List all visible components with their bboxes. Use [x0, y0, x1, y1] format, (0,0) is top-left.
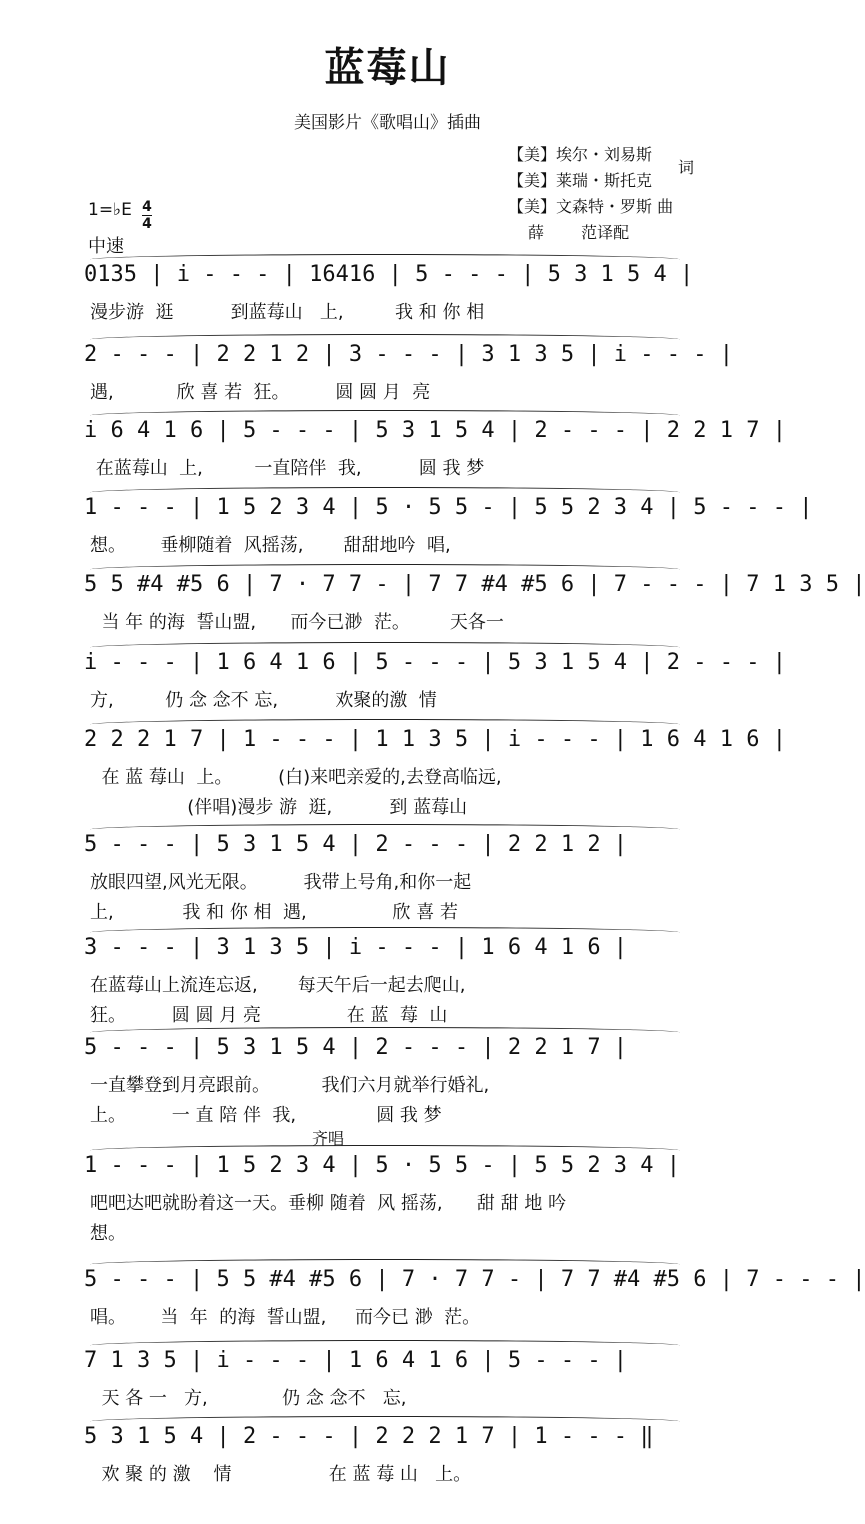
lyric-line: 狂。 圆 圆 月 亮 在 蓝 莓 山	[90, 1005, 448, 1026]
time-signature-top: 4	[142, 199, 152, 215]
note-line: 5 3 1 5 4 | 2 - - - | 2 2 2 1 7 | 1 - - - ‖	[84, 1424, 654, 1449]
lyric-line: 天 各 一 方, 仍 念 念不 忘,	[90, 1388, 407, 1409]
time-signature	[142, 200, 152, 231]
lyric-line: (伴唱)漫步 游 逛, 到 蓝莓山	[90, 797, 468, 818]
lyric-line: 漫步游 逛 到蓝莓山 上, 我 和 你 相	[90, 302, 485, 323]
note-line: 5 - - - | 5 3 1 5 4 | 2 - - - | 2 2 1 7 |	[84, 1035, 628, 1060]
lyric-line: 在蓝莓山 上, 一直陪伴 我, 圆 我 梦	[90, 458, 485, 479]
lyric-line: 上。 一 直 陪 伴 我, 圆 我 梦	[90, 1105, 442, 1126]
chorus-label: 齐唱	[312, 1129, 345, 1148]
note-line: 5 5 #4 #5 6 | 7 · 7 7 - | 7 7 #4 #5 6 | 7 - - - | 7 1 3 5 |	[84, 572, 865, 597]
credit-translator: 薛 范译配	[528, 223, 630, 242]
lyric-line: 吧吧达吧就盼着这一天。垂柳 随着 风 摇荡, 甜 甜 地 吟	[90, 1193, 567, 1214]
lyric-line: 想。	[90, 1223, 126, 1244]
lyric-line: 放眼四望,风光无限。 我带上号角,和你一起	[90, 872, 472, 893]
note-line: 7 1 3 5 | i - - - | 1 6 4 1 6 | 5 - - - |	[84, 1348, 628, 1373]
credit-lyricist-1: 【美】埃尔・刘易斯	[508, 145, 653, 164]
note-line: 1 - - - | 1 5 2 3 4 | 5 · 5 5 - | 5 5 2 3 4 | 5 - - - |	[84, 495, 813, 520]
note-line: 3 - - - | 3 1 3 5 | i - - - | 1 6 4 1 6 |	[84, 935, 628, 960]
note-line: 1 - - - | 1 5 2 3 4 | 5 · 5 5 - | 5 5 2 3 4 |	[84, 1153, 681, 1178]
lyric-line: 在 蓝 莓山 上。 (白)来吧亲爱的,去登高临远,	[90, 767, 502, 788]
lyric-line: 欢 聚 的 激 情 在 蓝 莓 山 上。	[90, 1464, 472, 1485]
key-signature: 1=♭E	[88, 200, 132, 220]
lyric-line: 遇, 欣 喜 若 狂。 圆 圆 月 亮	[90, 382, 431, 403]
song-title: 蓝莓山	[324, 45, 451, 91]
note-line: 5 - - - | 5 3 1 5 4 | 2 - - - | 2 2 1 2 |	[84, 832, 628, 857]
lyric-credit-mark: 词	[678, 158, 695, 177]
lyric-line: 上, 我 和 你 相 遇, 欣 喜 若	[90, 902, 458, 923]
note-line: 5 - - - | 5 5 #4 #5 6 | 7 · 7 7 - | 7 7 #4 #5 6 | 7 - - - |	[84, 1267, 865, 1292]
note-line: i 6 4 1 6 | 5 - - - | 5 3 1 5 4 | 2 - - - | 2 2 1 7 |	[84, 418, 786, 443]
lyric-line: 一直攀登到月亮跟前。 我们六月就举行婚礼,	[90, 1075, 490, 1096]
lyric-line: 方, 仍 念 念不 忘, 欢聚的激 情	[90, 690, 437, 711]
note-line: 2 2 2 1 7 | 1 - - - | 1 1 3 5 | i - - - | 1 6 4 1 6 |	[84, 727, 786, 752]
song-subtitle: 美国影片《歌唱山》插曲	[294, 113, 481, 133]
note-line: 0135 | i - - - | 16416 | 5 - - - | 5 3 1 5 4 |	[84, 262, 694, 287]
lyric-line: 在蓝莓山上流连忘返, 每天午后一起去爬山,	[90, 975, 466, 996]
tempo-marking: 中速	[88, 236, 124, 257]
credit-composer: 【美】文森特・罗斯 曲	[508, 197, 674, 216]
lyric-line: 唱。 当 年 的海 誓山盟, 而今已 渺 茫。	[90, 1307, 481, 1328]
note-line: i - - - | 1 6 4 1 6 | 5 - - - | 5 3 1 5 4 | 2 - - - |	[84, 650, 786, 675]
credit-lyricist-2: 【美】莱瑞・斯托克	[508, 171, 653, 190]
time-signature-bottom: 4	[142, 216, 152, 232]
note-line: 2 - - - | 2 2 1 2 | 3 - - - | 3 1 3 5 | i - - - |	[84, 342, 734, 367]
credits-block	[508, 142, 673, 246]
lyric-line: 当 年 的海 誓山盟, 而今已渺 茫。 天各一	[90, 612, 504, 633]
lyric-line: 想。 垂柳随着 风摇荡, 甜甜地吟 唱,	[90, 535, 451, 556]
